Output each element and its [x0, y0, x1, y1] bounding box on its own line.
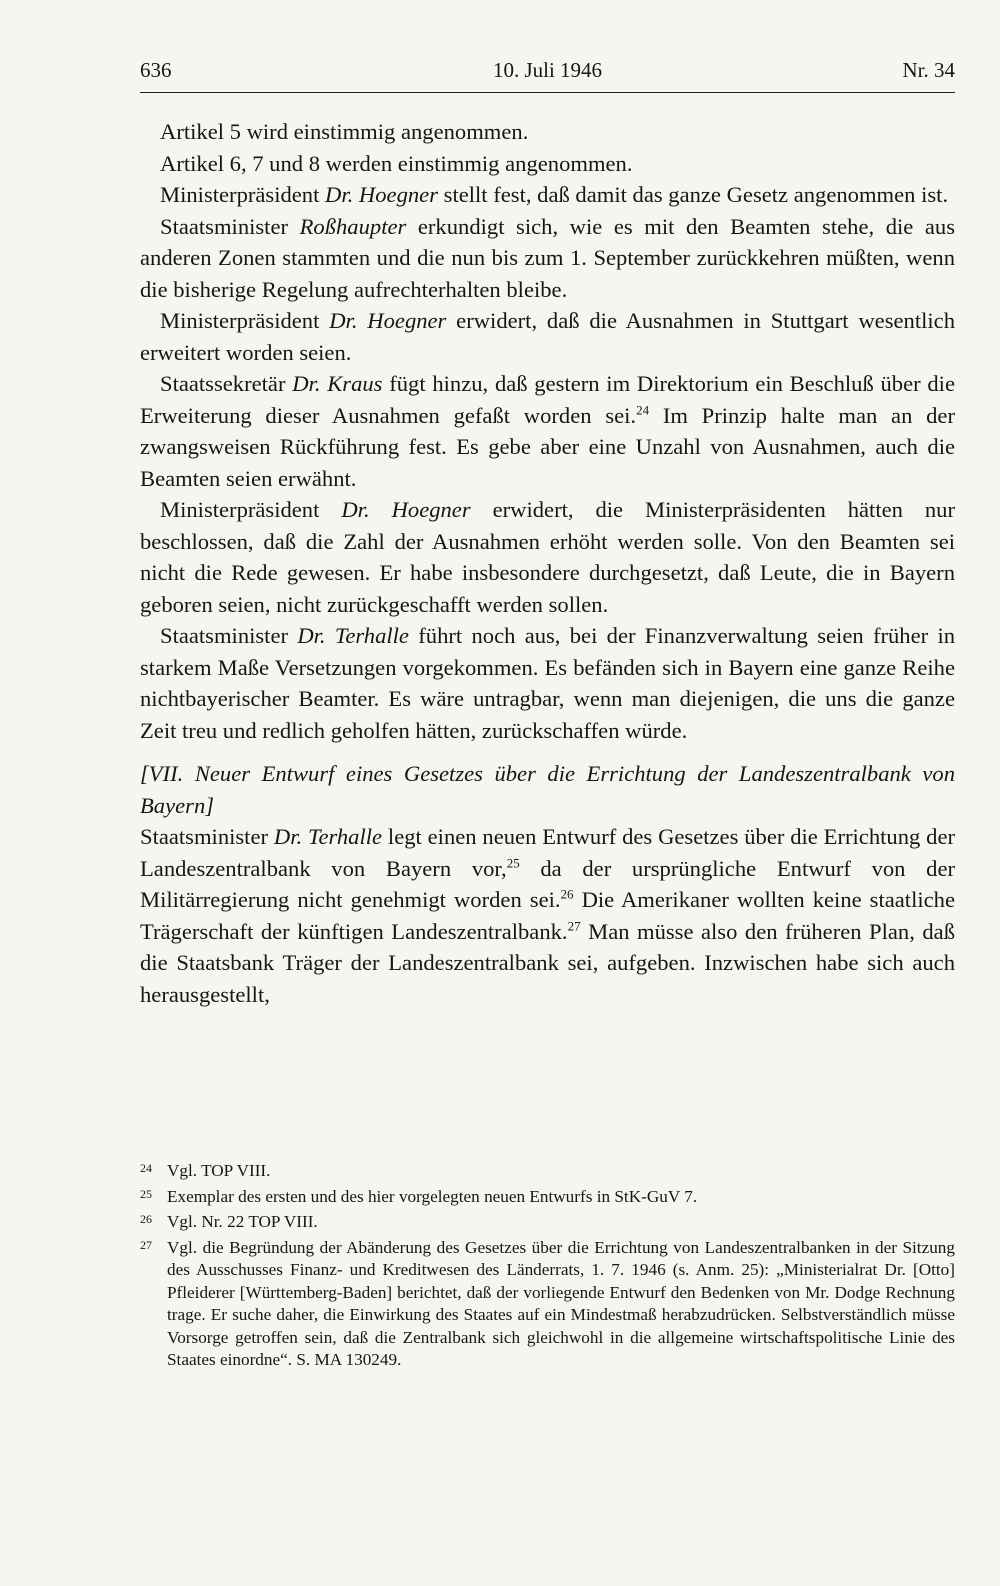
paragraph-terhalle-1: Staatsminister Dr. Terhalle führt noch aus, bei der Finanzverwaltung seien früher in starkem Maße Versetzungen vorgekommen. Es befänden sich in Bayern eine ganze Reihe nichtbayerischer Beamter. Es wäre untragbar, wenn man diejenigen, die uns die ganze Zeit treu und redlich geholfen hätten, zurückschaffen würde.	[140, 623, 956, 743]
footnote-text: Vgl. TOP VIII.	[167, 1161, 271, 1180]
footnote-ref[interactable]: 25	[506, 854, 520, 870]
page-number: 636	[140, 58, 172, 82]
speaker-name: Dr. Kraus	[292, 371, 383, 396]
paragraph-terhalle-2: Staatsminister Dr. Terhalle legt einen neuen Entwurf des Gesetzes über die Errichtung der Landeszentralbank von Bayern vor,$^{25}$ da der ursprüngliche Entwurf von der Militärregierung nicht genehmigt worden sei.$^{26}$ Die Amerikaner wollten keine staatliche Trägerschaft der künftigen Landeszentralbank.$^{27}$ Man müsse also den früheren Plan, daß die Staatsbank Träger der Landeszentralbank sei, aufgeben. Inzwischen habe sich auch herausgestellt,	[140, 824, 955, 1007]
footnote-number: 27	[140, 1237, 152, 1252]
paragraph-article-5: Artikel 5 wird einstimmig angenommen.	[160, 119, 529, 144]
footnote	[140, 1211, 955, 1234]
footnote-text: Exemplar des ersten und des hier vorgelegten neuen Entwurfs in StK-GuV 7.	[167, 1186, 698, 1206]
section-heading: [VII. Neuer Entwurf eines Gesetzes über die Errichtung der Landeszentralbank von Bayern]	[140, 761, 955, 818]
header-document-number: Nr. 34	[902, 58, 955, 82]
paragraph-hoegner-3: Ministerpräsident Dr. Hoegner erwidert, die Ministerpräsidenten hätten nur beschlossen, daß die Zahl der Ausnahmen erhöht werden solle. Von den Beamten sei nicht die Rede gewesen. Er habe insbesondere durchgesetzt, daß Leute, die in Bayern geboren seien, nicht zurückgeschafft werden sollen.	[140, 497, 956, 617]
speaker-name: Roßhaupter	[299, 213, 407, 239]
footnote-number: 24	[140, 1161, 152, 1175]
footnotes	[140, 1160, 955, 1375]
footnote	[140, 1160, 955, 1183]
paragraph-hoegner-1: Ministerpräsident Dr. Hoegner stellt fest, daß damit das ganze Gesetz angenommen ist.	[160, 182, 949, 207]
footnote-ref[interactable]: 27	[567, 917, 581, 933]
footnote-ref[interactable]: 24	[636, 401, 650, 417]
footnote	[140, 1186, 955, 1209]
footnote	[140, 1237, 955, 1372]
footnote-ref[interactable]: 26	[560, 886, 574, 902]
paragraph-hoegner-2: Ministerpräsident Dr. Hoegner erwidert, daß die Ausnahmen in Stuttgart wesentlich erweitert worden seien.	[140, 308, 955, 365]
paragraph-articles-6-8: Artikel 6, 7 und 8 werden einstimmig angenommen.	[160, 150, 633, 176]
footnote-number: 25	[140, 1186, 152, 1201]
paragraph-kraus: Staatssekretär Dr. Kraus fügt hinzu, daß gestern im Direktorium ein Beschluß über die Erweiterung dieser Ausnahmen gefaßt worden sei.$^{24}$ Im Prinzip halte man an der zwangsweisen Rückführung fest. Es gebe aber eine Unzahl von Ausnahmen, auch die Beamten seien erwähnt.	[140, 371, 955, 491]
header-date: 10. Juli 1946	[492, 58, 603, 82]
footnote-number: 26	[140, 1212, 152, 1226]
page-header	[140, 52, 955, 93]
speaker-name: Dr. Terhalle	[273, 824, 383, 849]
paragraph-rosshaupter: Staatsminister Roßhaupter erkundigt sich, wie es mit den Beamten stehe, die aus anderen Zonen stammten und die nun bis zum 1. September zurückkehren müßten, wenn die bisherige Regelung aufrechterhalten bleibe.	[140, 213, 956, 302]
speaker-name: Dr. Terhalle	[297, 623, 409, 648]
main-text	[140, 116, 955, 1010]
speaker-name: Dr. Hoegner	[329, 308, 447, 333]
footnote-text: Vgl. Nr. 22 TOP VIII.	[167, 1212, 318, 1231]
footnote-text: Vgl. die Begründung der Abänderung des Gesetzes über die Errichtung von Landeszentralbanken in der Sitzung des Ausschusses Finanz- und Kreditwesen des Länderrats, 1. 7. 1946 (s. Anm. 25): „Ministerialrat Dr. [Otto] Pfleiderer [Württemberg-Baden] berichtet, daß der vorliegende Entwurf den Bedenken von Mr. Dodge Rechnung trage. Er suche daher, die Einwirkung des Staates auf ein Mindestmaß herabzudrücken. Selbstverständlich müsse Vorsorge getroffen sein, daß die Zentralbank sich gleichwohl in die allgemeine wirtschaftspolitische Linie des Staates einordne“. S. MA 130249.	[167, 1237, 955, 1369]
speaker-name: Dr. Hoegner	[325, 182, 438, 207]
speaker-name: Dr. Hoegner	[341, 497, 471, 522]
